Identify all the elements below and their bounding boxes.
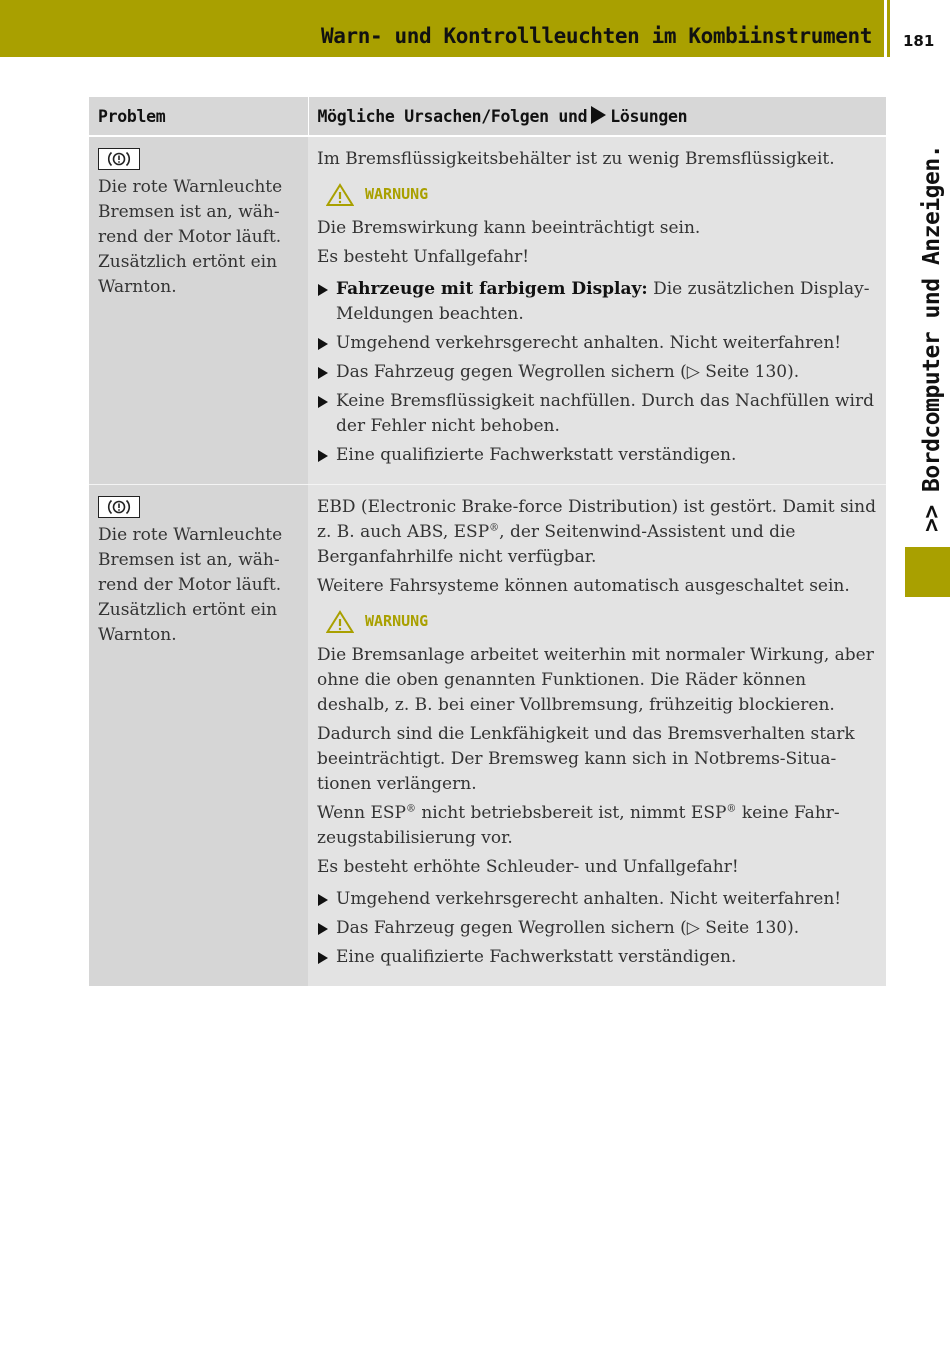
warning-triangle-icon bbox=[326, 183, 354, 207]
warning-text bbox=[317, 801, 878, 851]
step-text: Umgehend verkehrsgerecht anhalten. Nicht weiterfahren! bbox=[336, 333, 842, 353]
warning-triangle-icon bbox=[326, 610, 354, 634]
cause-text: Weitere Fahrsysteme können automatisch ausgeschaltet sein. bbox=[317, 576, 850, 596]
warning-text-a: Wenn ESP bbox=[317, 803, 406, 823]
table-header-row bbox=[89, 97, 886, 136]
table-row bbox=[89, 136, 886, 485]
step-arrow-icon bbox=[318, 923, 328, 935]
solution-step bbox=[317, 443, 878, 468]
warning-text: Es besteht erhöhte Schleuder- und Unfallgefahr! bbox=[317, 857, 739, 877]
step-arrow-icon bbox=[318, 284, 328, 296]
page-number: 181 bbox=[903, 32, 935, 50]
step-arrow-icon bbox=[318, 396, 328, 408]
registered-mark: ® bbox=[726, 803, 737, 815]
step-arrow-icon bbox=[318, 338, 328, 350]
step-arrow-icon bbox=[318, 952, 328, 964]
problem-text: Die rote Warnleuchte Bremsen ist an, wäh-rend der Motor läuft. Zusätzlich ertönt ein Warnton. bbox=[98, 177, 283, 297]
step-bold-text: Fahrzeuge mit farbigem Display: bbox=[336, 279, 648, 299]
warning-text: Dadurch sind die Lenkfähigkeit und das Bremsverhalten stark beeinträchtigt. Der Bremsweg kann sich in Notbrems-Situa-tionen verlängern. bbox=[317, 724, 855, 794]
step-text: Umgehend verkehrsgerecht anhalten. Nicht weiterfahren! bbox=[336, 889, 842, 909]
warning-heading bbox=[326, 609, 878, 634]
solution-step bbox=[317, 887, 878, 912]
page-title: Warn- und Kontrollleuchten im Kombiinstrument bbox=[321, 24, 872, 48]
solution-step bbox=[317, 331, 878, 356]
warning-heading bbox=[326, 182, 878, 207]
section-side-label: >> Bordcomputer und Anzeigen. bbox=[919, 144, 945, 532]
registered-mark: ® bbox=[405, 803, 416, 815]
warning-label: WARNUNG bbox=[365, 185, 429, 203]
step-text: Die zusätzlichen Display-Meldungen beachten. bbox=[336, 279, 870, 324]
brake-warning-icon bbox=[98, 148, 140, 170]
cause-text: Im Bremsflüssigkeitsbehälter ist zu wenig Bremsflüssigkeit. bbox=[317, 149, 835, 169]
warning-label: WARNUNG bbox=[365, 612, 429, 630]
solution-step bbox=[317, 277, 878, 327]
step-text: Eine qualifizierte Fachwerkstatt verständigen. bbox=[336, 947, 737, 967]
warning-text-c: keine Fahr-zeugstabilisierung vor. bbox=[317, 803, 840, 848]
solution-cell bbox=[308, 136, 886, 485]
table-row bbox=[89, 485, 886, 987]
warning-text-b: nicht betriebsbereit ist, nimmt ESP bbox=[415, 803, 727, 823]
step-arrow-icon bbox=[318, 894, 328, 906]
solution-step bbox=[317, 389, 878, 439]
column-header-problem: Problem bbox=[89, 97, 308, 136]
solution-cell bbox=[308, 485, 886, 987]
solution-step bbox=[317, 916, 878, 941]
problem-text: Die rote Warnleuchte Bremsen ist an, wäh-rend der Motor läuft. Zusätzlich ertönt ein Warnton. bbox=[98, 525, 283, 645]
step-text: Keine Bremsflüssigkeit nachfüllen. Durch das Nachfüllen wird der Fehler nicht behoben. bbox=[336, 391, 874, 436]
problem-cell bbox=[89, 485, 308, 987]
step-text: Das Fahrzeug gegen Wegrollen sichern (▷ Seite 130). bbox=[336, 918, 800, 938]
solution-step bbox=[317, 360, 878, 385]
step-text: Das Fahrzeug gegen Wegrollen sichern (▷ Seite 130). bbox=[336, 362, 800, 382]
column-header-solutions bbox=[308, 97, 886, 136]
cause-text-b: , der Seitenwind-Assistent und die Berganfahrhilfe nicht verfügbar. bbox=[317, 522, 796, 567]
cause-text bbox=[317, 495, 878, 570]
warning-text: Die Bremsanlage arbeitet weiterhin mit normaler Wirkung, aber ohne die oben genannten Funktionen. Die Räder können deshalb, z. B. bei einer Vollbremsung, frühzeitig blockieren. bbox=[317, 645, 874, 715]
column-header-solutions-text-b: Lösungen bbox=[610, 107, 688, 126]
cause-text-a: EBD (Electronic Brake-force Distribution) ist gestört. Damit sind z. B. auch ABS, ESP bbox=[317, 497, 876, 542]
brake-warning-icon bbox=[98, 496, 140, 518]
registered-mark: ® bbox=[489, 522, 500, 534]
problem-cell bbox=[89, 136, 308, 485]
column-header-solutions-text-a: Mögliche Ursachen/Folgen und bbox=[317, 107, 588, 126]
warning-lights-table bbox=[89, 97, 886, 986]
step-arrow-icon bbox=[318, 367, 328, 379]
solution-step bbox=[317, 945, 878, 970]
section-tab-marker bbox=[905, 547, 950, 597]
step-arrow-icon bbox=[318, 450, 328, 462]
step-text: Eine qualifizierte Fachwerkstatt verständigen. bbox=[336, 445, 737, 465]
solution-arrow-icon bbox=[591, 106, 606, 124]
warning-text: Die Bremswirkung kann beeinträchtigt sein. bbox=[317, 218, 701, 238]
warning-text: Es besteht Unfallgefahr! bbox=[317, 247, 530, 267]
